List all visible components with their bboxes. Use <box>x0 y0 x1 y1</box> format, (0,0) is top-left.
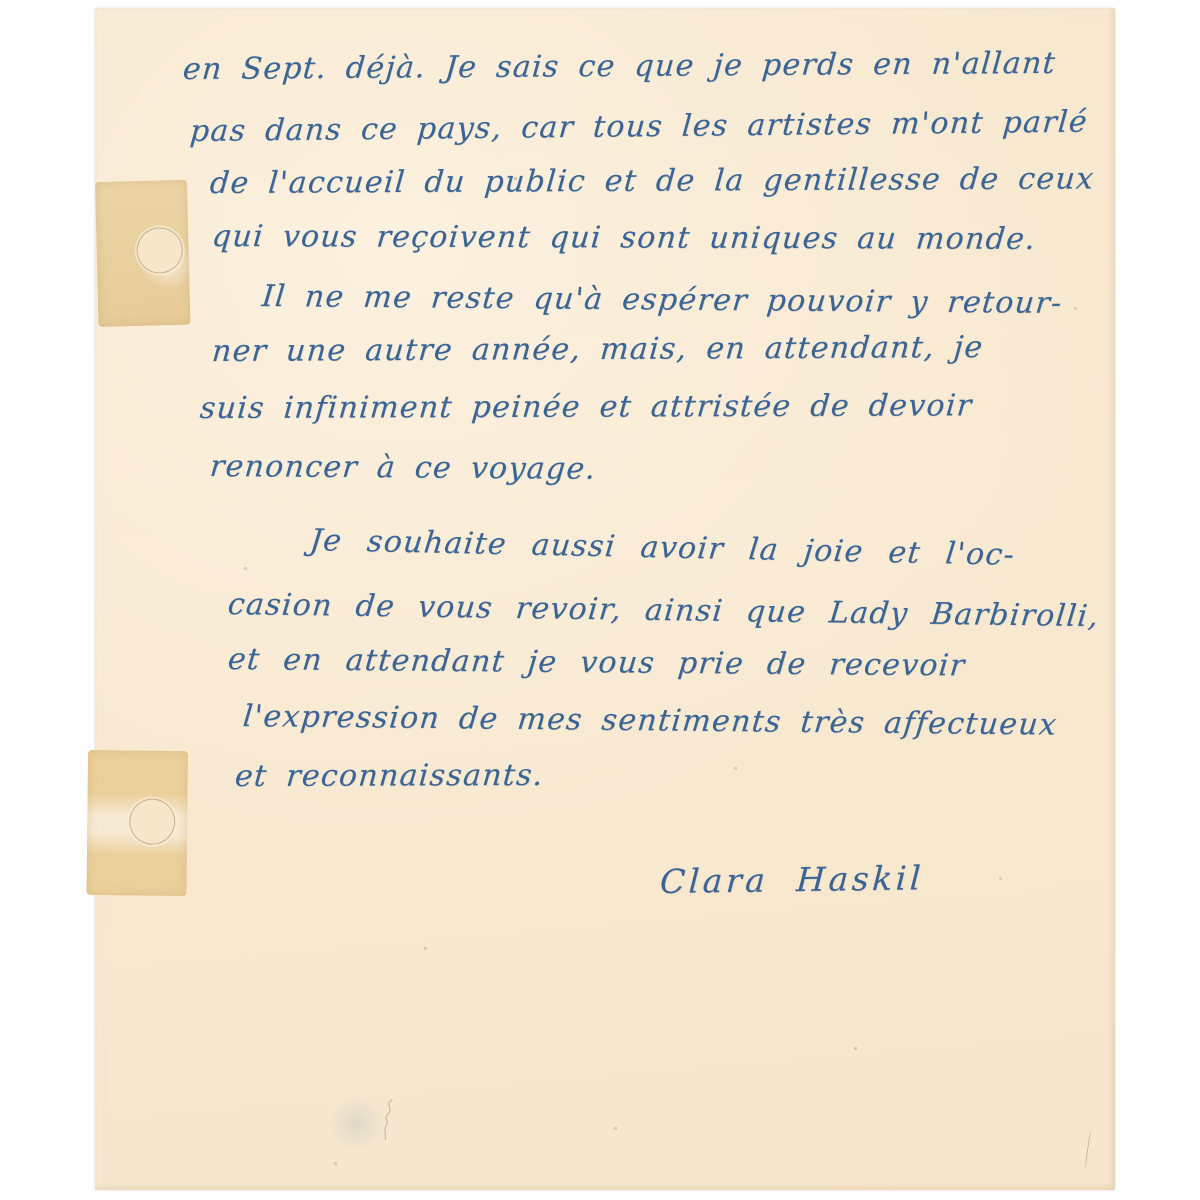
paper-scratch <box>1084 1130 1094 1170</box>
letter-line-11: et en attendant je vous prie de recevoir <box>226 642 968 684</box>
signature: Clara Haskil <box>658 858 925 902</box>
punch-hole-top <box>136 227 183 274</box>
letter-page <box>95 8 1115 1190</box>
letter-line-4: qui vous reçoivent qui sont uniques au monde. <box>210 219 1038 257</box>
letter-line-2: pas dans ce pays, car tous les artistes m'ont parlé <box>188 104 1090 150</box>
letter-line-12: l'expression de mes sentiments très affectueux <box>241 699 1059 743</box>
letter-line-1: en Sept. déjà. Je sais ce que je perds en n'allant <box>181 45 1058 88</box>
tape-top-left <box>95 180 191 327</box>
letter-line-6: ner une autre année, mais, en attendant, je <box>210 329 985 370</box>
letter-line-3: de l'accueil du public et de la gentillesse de ceux <box>208 161 1096 202</box>
punch-hole-bottom <box>129 798 175 844</box>
pencil-squiggle <box>378 1098 398 1140</box>
letter-line-9: Je souhaite aussi avoir la joie et l'oc- <box>308 523 1017 573</box>
letter-line-5: Il ne me reste qu'à espérer pouvoir y retour- <box>260 279 1065 321</box>
letter-line-7: suis infiniment peinée et attristée de devoir <box>198 388 974 427</box>
letter-line-8: renoncer à ce voyage. <box>208 449 599 487</box>
paper-speckles <box>95 8 96 9</box>
tape-bottom-left <box>86 750 188 896</box>
letter-line-13: et reconnaissants. <box>233 757 546 795</box>
letter-line-10: casion de vous revoir, ainsi que Lady Barbirolli, <box>226 587 1102 635</box>
